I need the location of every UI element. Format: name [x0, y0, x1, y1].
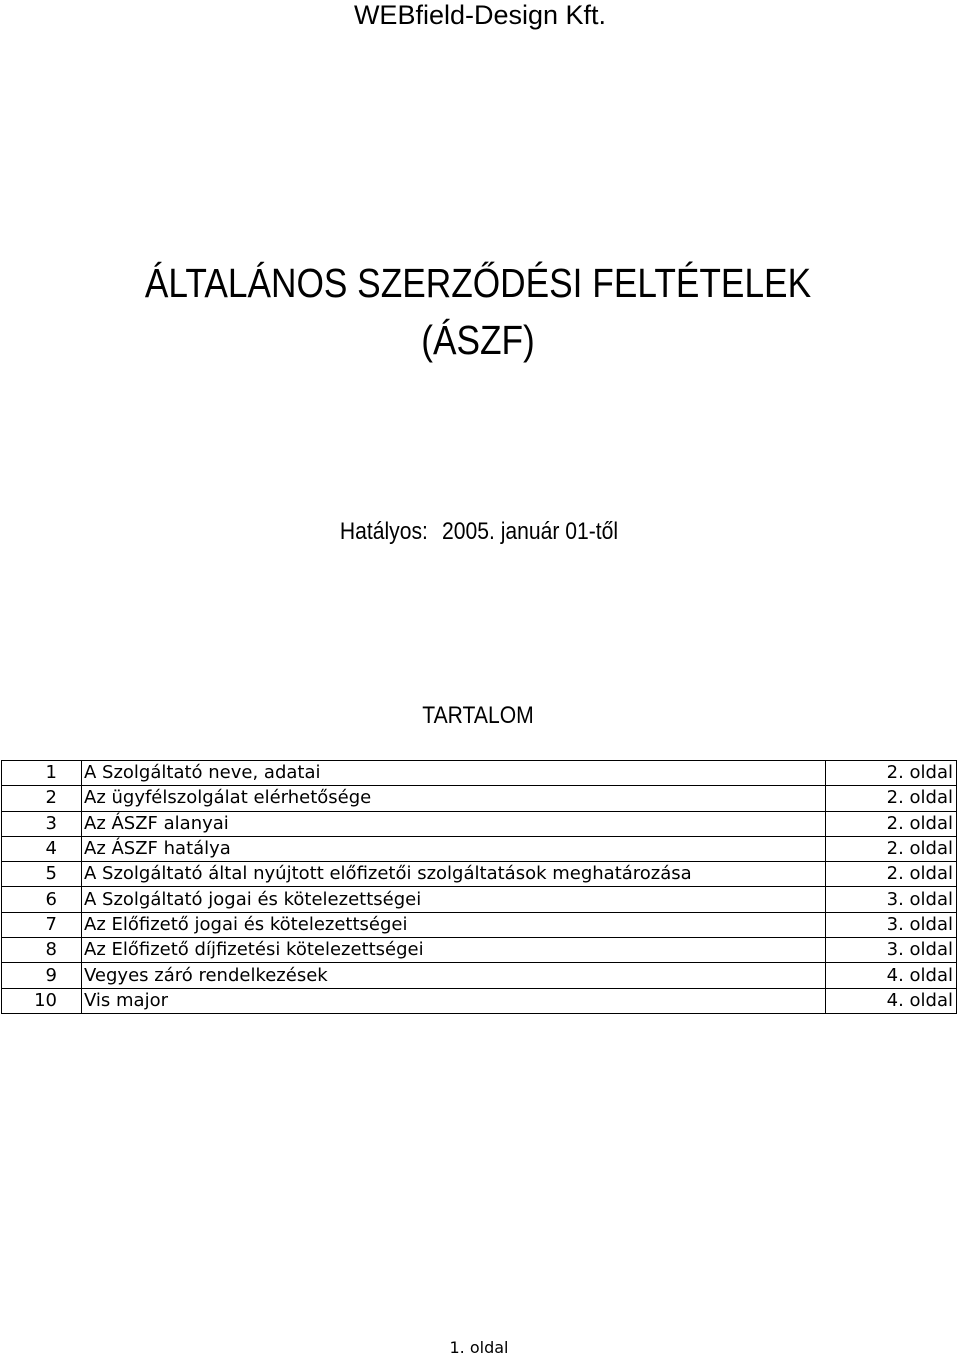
toc-row-page: 2. oldal: [826, 811, 957, 836]
toc-row-number: 2: [2, 786, 82, 811]
document-title-line: ÁLTALÁNOS SZERZŐDÉSI FELTÉTELEK: [144, 260, 812, 306]
toc-row: [2, 887, 957, 912]
toc-row-number: 9: [2, 963, 82, 988]
toc-row-title: Az Előfizető jogai és kötelezettségei: [82, 912, 826, 937]
toc-row: [2, 988, 957, 1013]
toc-row: [2, 786, 957, 811]
toc-row-title: Az ÁSZF alanyai: [82, 811, 826, 836]
toc-heading: TARTALOM: [422, 702, 534, 729]
toc-row-number: 5: [2, 862, 82, 887]
document-title: [67, 255, 889, 369]
toc-row-title: A Szolgáltató által nyújtott előfizetői szolgáltatások meghatározása: [82, 862, 826, 887]
toc-row-title: Az ÁSZF hatálya: [82, 836, 826, 861]
toc-row-number: 4: [2, 836, 82, 861]
toc-row-page: 2. oldal: [826, 786, 957, 811]
toc-row-page: 2. oldal: [826, 836, 957, 861]
toc-row-page: 2. oldal: [826, 761, 957, 786]
toc-row-page: 3. oldal: [826, 887, 957, 912]
toc-row-number: 8: [2, 938, 82, 963]
document-title-abbreviation: (ÁSZF): [421, 317, 535, 363]
toc-row: [2, 912, 957, 937]
toc-row-title: Vegyes záró rendelkezések: [82, 963, 826, 988]
toc-row: [2, 862, 957, 887]
page-number-footer: 1. oldal: [449, 1338, 509, 1357]
toc-row: [2, 963, 957, 988]
effective-date: 2005. január 01-től: [441, 518, 619, 545]
toc-row-title: Az ügyfélszolgálat elérhetősége: [82, 786, 826, 811]
toc-row-page: 4. oldal: [826, 963, 957, 988]
toc-row-title: Vis major: [82, 988, 826, 1013]
toc-row-page: 4. oldal: [826, 988, 957, 1013]
company-name: WEBfield-Design Kft.: [353, 0, 607, 30]
toc-row: [2, 811, 957, 836]
effective-date-line: [57, 517, 900, 547]
toc-row: [2, 836, 957, 861]
toc-row-number: 1: [2, 761, 82, 786]
toc-table: [1, 760, 957, 1014]
toc-row-title: A Szolgáltató neve, adatai: [82, 761, 826, 786]
toc-row: [2, 938, 957, 963]
toc-row-page: 3. oldal: [826, 912, 957, 937]
toc-row-number: 10: [2, 988, 82, 1013]
toc-row-number: 6: [2, 887, 82, 912]
toc-row-title: Az Előfizető díjfizetési kötelezettségei: [82, 938, 826, 963]
toc-row-number: 7: [2, 912, 82, 937]
toc-row-number: 3: [2, 811, 82, 836]
effective-label: Hatályos:: [339, 518, 428, 545]
toc-row-page: 2. oldal: [826, 862, 957, 887]
toc-row: [2, 761, 957, 786]
toc-row-title: A Szolgáltató jogai és kötelezettségei: [82, 887, 826, 912]
toc-row-page: 3. oldal: [826, 938, 957, 963]
